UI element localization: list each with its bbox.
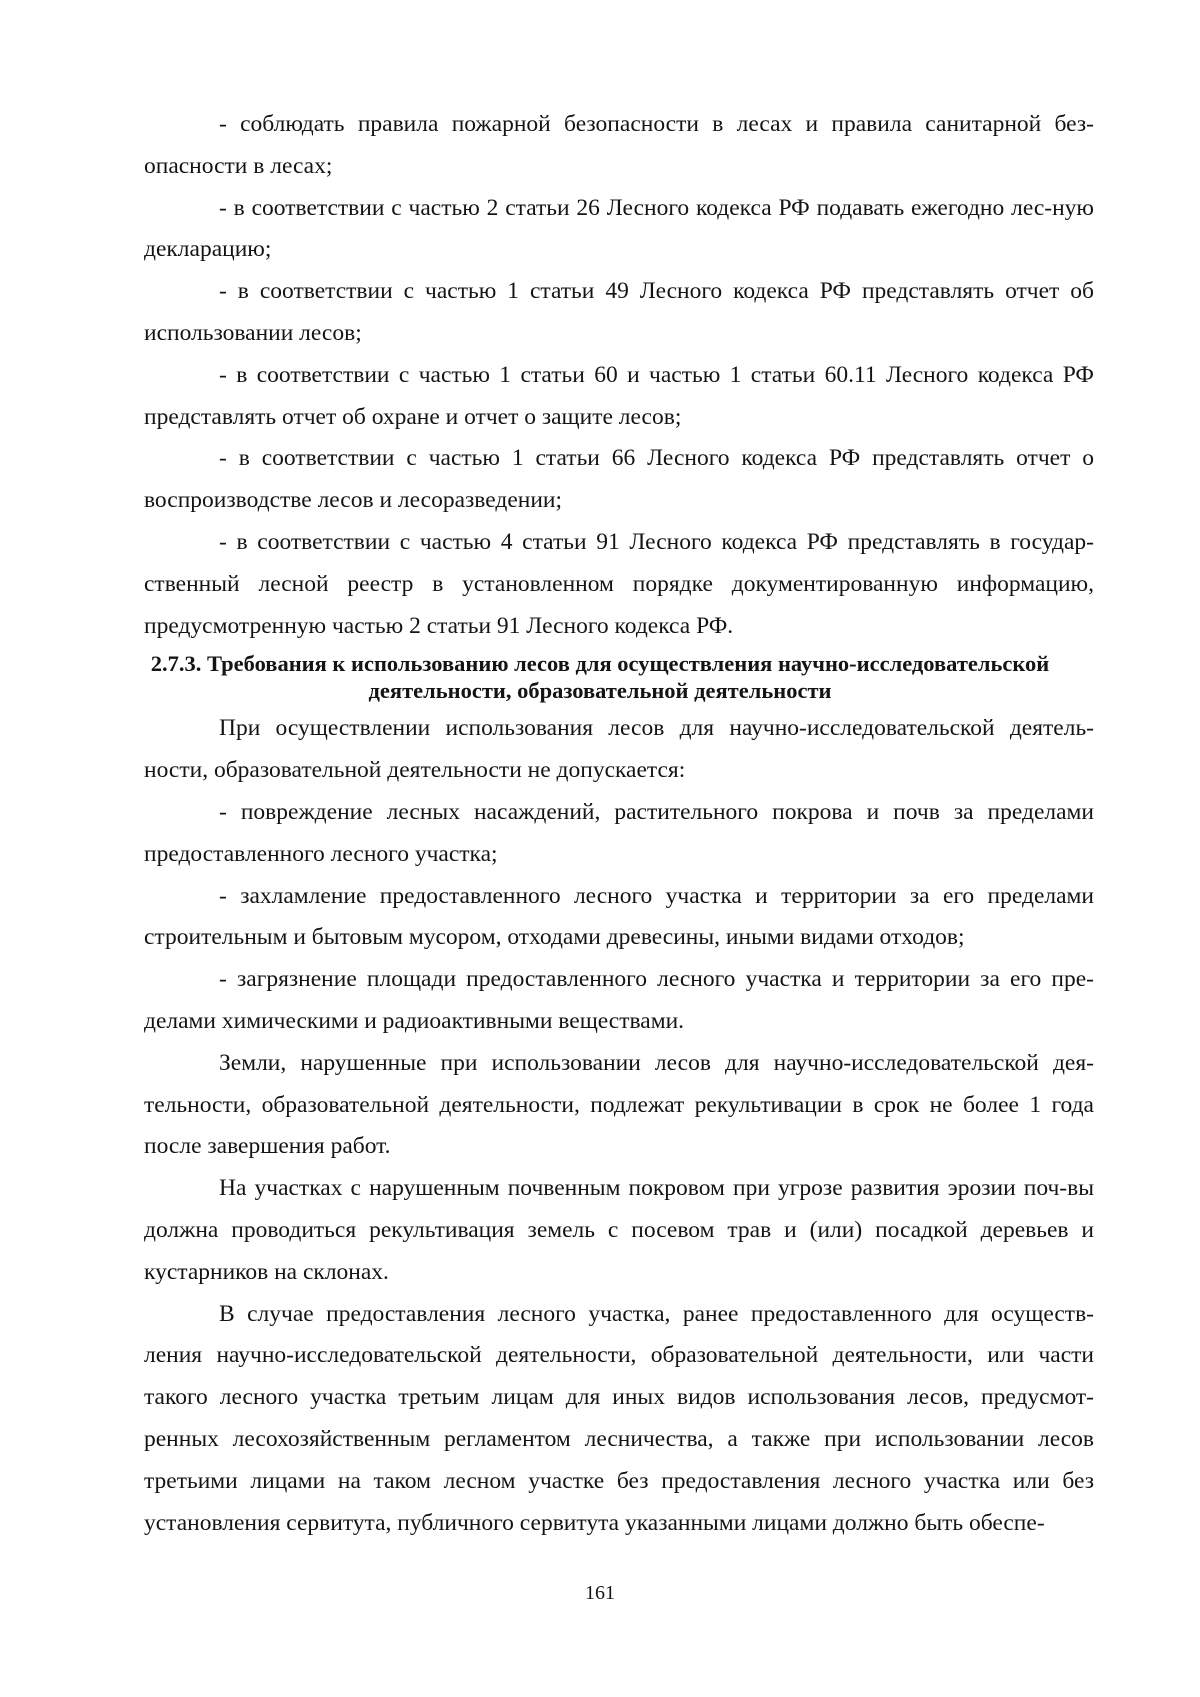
page-number: 161 (585, 1582, 615, 1604)
text-body (144, 104, 1094, 1544)
paragraph-fire-safety: - соблюдать правила пожарной безопасности в лесах и правила санитарной без-опасности в лесах; (144, 111, 1094, 179)
paragraph-forest-declaration: - в соответствии с частью 2 статьи 26 Лесного кодекса РФ подавать ежегодно лес-ную декларацию; (144, 194, 1094, 263)
paragraph-protection-report: - в соответствии с частью 1 статьи 60 и частью 1 статьи 60.11 Лесного кодекса РФ представлять отчет об охране и отчет о защите лесов; (144, 361, 1094, 430)
paragraph-recultivation-term: Земли, нарушенные при использовании лесов для научно-исследовательской дея-тельности, образовательной деятельности, подлежат рекультивации в срок не более 1 года после завершения работ. (144, 1049, 1094, 1160)
paragraph-reproduction-report: - в соответствии с частью 1 статьи 66 Лесного кодекса РФ представлять отчет о воспроизводстве лесов и лесоразведении; (144, 445, 1094, 514)
paragraph-usage-report: - в соответствии с частью 1 статьи 49 Лесного кодекса РФ представлять отчет об использовании лесов; (144, 278, 1094, 346)
paragraph-not-allowed-intro: При осуществлении использования лесов для научно-исследовательской деятель-ности, образовательной деятельности не допускается: (144, 715, 1094, 784)
section-heading: 2.7.3. Требования к использованию лесов для осуществления научно-исследовательской деятельности, образовательной деятельности (150, 651, 1050, 704)
paragraph-littering: - захламление предоставленного лесного участка и территории за его пределами строительным и бытовым мусором, отходами древесины, иными видами отходов; (144, 882, 1094, 951)
paragraph-pollution: - загрязнение площади предоставленного лесного участка и территории за его пре-делами химическими и радиоактивными веществами. (144, 966, 1094, 1034)
paragraph-erosion: На участках с нарушенным почвенным покровом при угрозе развития эрозии поч-вы должна проводиться рекультивация земель с посевом трав и (или) посадкой деревьев и кустарников на склонах. (144, 1175, 1094, 1285)
paragraph-third-parties: В случае предоставления лесного участка, ранее предоставленного для осуществ-ления научно-исследовательской деятельности, образовательной деятельности, или части такого лесного участка третьим лицам для иных видов использования лесов, предусмот-ренных лесохозяйственным регламентом лесничества, а также при использовании лесов третьими лицами на таком лесном участке без предоставления лесного участка или без установления сервитута, публичного сервитута указанными лицами должно быть обеспе- (144, 1300, 1094, 1536)
paragraph-forest-registry: - в соответствии с частью 4 статьи 91 Лесного кодекса РФ представлять в государ-ственный лесной реестр в установленном порядке документированную информацию, предусмотренную частью 2 статьи 91 Лесного кодекса РФ. (144, 528, 1094, 639)
paragraph-damage: - повреждение лесных насаждений, растительного покрова и почв за пределами предоставленного лесного участка; (144, 798, 1094, 867)
